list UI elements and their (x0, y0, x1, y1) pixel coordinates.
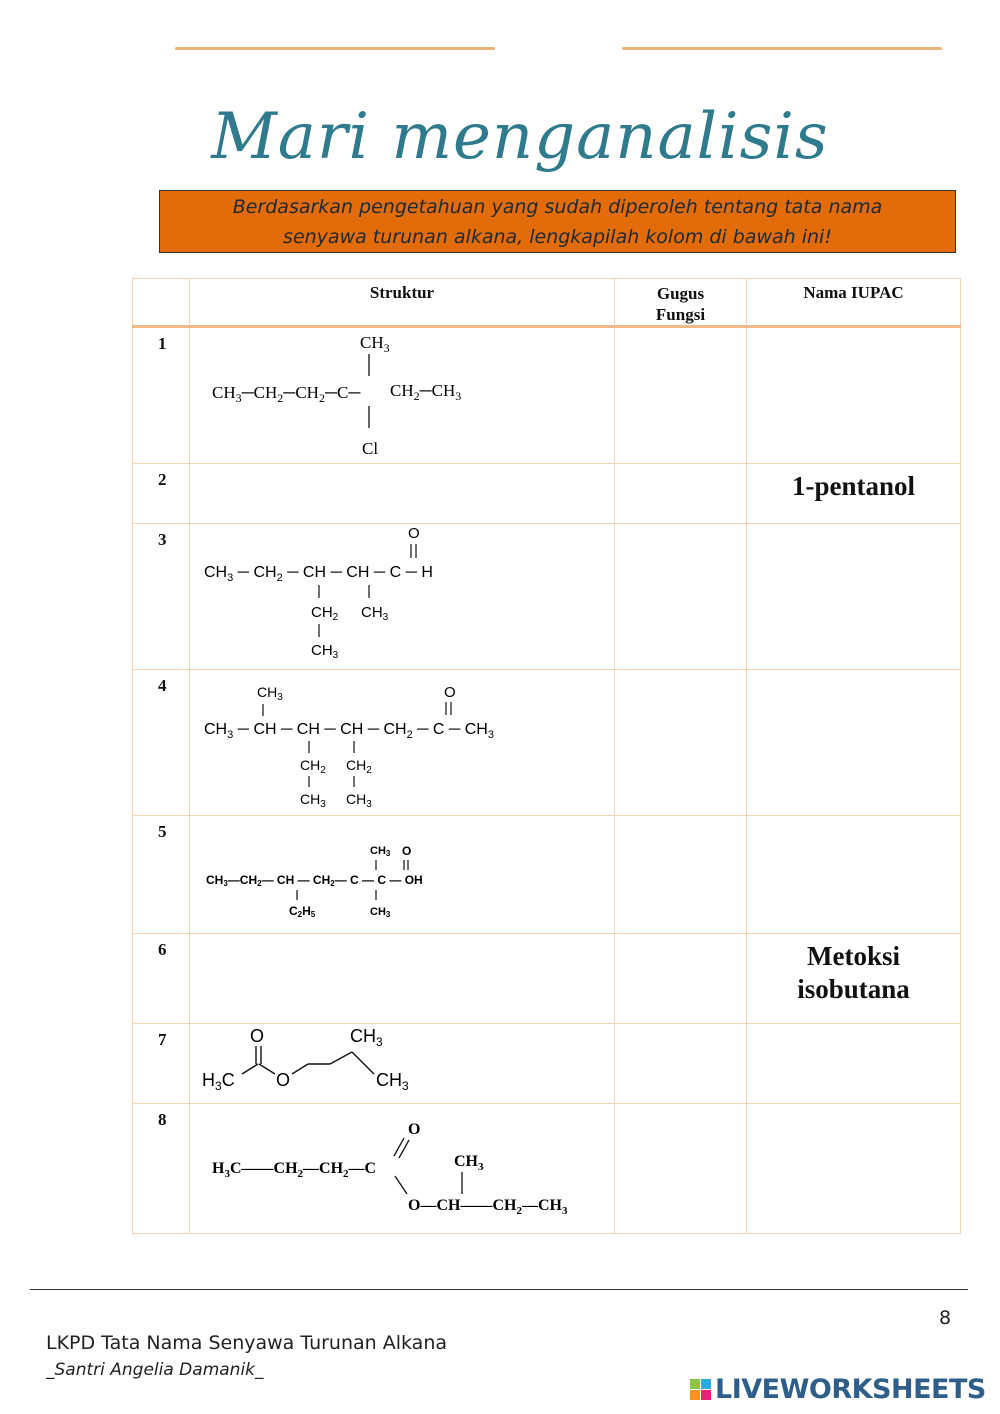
structure-cell[interactable] (190, 464, 615, 524)
decorative-line-right (622, 47, 942, 50)
gugus-fungsi-cell[interactable] (615, 327, 747, 464)
row-number: 8 (133, 1104, 190, 1234)
structure-cell (190, 670, 615, 816)
table-row (133, 524, 961, 670)
row-number: 7 (133, 1024, 190, 1104)
svg-text:CH3 ─ CH2 ─ CH ─ CH ─ C ─ H: $CH_3$ ─ $CH_2$ ─ CH ─ CH ─ C ─ H (204, 564, 433, 584)
svg-text:CH3: $CH_3$ (361, 604, 389, 623)
table-row (133, 1024, 961, 1104)
decorative-line-left (175, 47, 495, 50)
svg-text:CH3: $CH_3$ (376, 1070, 409, 1093)
iupac-cell[interactable] (747, 816, 961, 934)
svg-text:CH3─CH2─CH2─C─: $CH_3─CH_2─CH_2─C─$ (212, 383, 361, 405)
row-number: 6 (133, 934, 190, 1024)
gugus-fungsi-cell[interactable] (615, 1024, 747, 1104)
row-number: 2 (133, 464, 190, 524)
liveworksheets-icon (690, 1379, 711, 1400)
header-struktur: Struktur (190, 279, 615, 327)
footer-divider (30, 1289, 968, 1290)
gugus-fungsi-cell[interactable] (615, 524, 747, 670)
svg-text:CH2─CH3: $CH_2─CH_3$ (390, 381, 462, 403)
instruction-banner (159, 190, 956, 253)
iupac-cell[interactable] (747, 670, 961, 816)
structure-cell (190, 816, 615, 934)
liveworksheets-logo[interactable] (690, 1374, 986, 1405)
table-header-row (133, 279, 961, 327)
row-number: 4 (133, 670, 190, 816)
iupac-cell[interactable] (747, 1024, 961, 1104)
header-number (133, 279, 190, 327)
footer-author: _Santri Angelia Damanik_ (46, 1360, 264, 1380)
svg-text:Cl: Cl (362, 439, 379, 458)
structure-cell (190, 1024, 615, 1104)
svg-text:CH3: $CH_3$ (311, 642, 339, 661)
iupac-cell: 1-pentanol (747, 464, 961, 524)
structure-1 (190, 328, 610, 458)
svg-text:CH3: CH3 (370, 906, 391, 919)
svg-text:O: O (408, 525, 420, 542)
svg-text:H3C——CH2—CH2—C: $H_3C——CH_2—CH_2—C$ (212, 1160, 377, 1180)
svg-text:CH2: $CH_2$ (300, 757, 326, 776)
svg-text:O: O (408, 1121, 421, 1138)
header-nama-iupac: Nama IUPAC (747, 279, 961, 327)
analysis-table (132, 278, 961, 1234)
svg-text:CH2: $CH_2$ (346, 757, 372, 776)
svg-text:CH3: $CH_3$ (346, 791, 372, 810)
structure-4 (190, 670, 610, 810)
instruction-line-2: senyawa turunan alkana, lengkapilah kolom di bawah ini! (283, 225, 832, 248)
iupac-cell[interactable] (747, 327, 961, 464)
structure-cell (190, 327, 615, 464)
iupac-cell[interactable] (747, 524, 961, 670)
page-number: 8 (939, 1307, 952, 1329)
structure-5 (190, 816, 610, 928)
svg-text:CH3: $CH_3$ (257, 684, 283, 703)
table-row (133, 327, 961, 464)
svg-text:O—CH——CH2—CH3: $O—CH——CH_2—CH_3$ (408, 1197, 568, 1217)
iupac-cell[interactable] (747, 1104, 961, 1234)
table-row (133, 670, 961, 816)
row-number: 3 (133, 524, 190, 670)
svg-text:CH3 ─ CH ─ CH ─ CH ─ CH2 ─ C ─: $CH_3$ ─ CH ─ CH ─ CH ─ $CH_2$ ─ C ─ $CH_3$ (204, 721, 494, 741)
svg-text:CH3: $CH_3$ (360, 333, 390, 355)
gugus-fungsi-cell[interactable] (615, 1104, 747, 1234)
structure-3 (190, 524, 610, 664)
iupac-cell: Metoksi isobutana (747, 934, 961, 1024)
gugus-fungsi-cell[interactable] (615, 670, 747, 816)
structure-cell (190, 524, 615, 670)
structure-cell[interactable] (190, 934, 615, 1024)
svg-text:O: O (276, 1070, 291, 1090)
svg-text:CH3: $CH_3$ (300, 791, 326, 810)
gugus-fungsi-cell[interactable] (615, 816, 747, 934)
svg-text:O: O (402, 844, 412, 858)
header-gugus-fungsi: Gugus Fungsi (615, 279, 747, 327)
svg-text:CH2: $CH_2$ (311, 604, 339, 623)
table-row (133, 1104, 961, 1234)
liveworksheets-brand: LIVEWORKSHEETS (715, 1374, 986, 1405)
row-number: 1 (133, 327, 190, 464)
page-title: Mari menganalisis (211, 100, 829, 174)
gugus-fungsi-cell[interactable] (615, 464, 747, 524)
svg-text:CH3—CH2— CH — CH2— C — C — OH: CH3—CH2— CH — CH2— C — C — OH (206, 873, 423, 888)
svg-text:C2H5: C2H5 (289, 904, 316, 919)
row-number: 5 (133, 816, 190, 934)
instruction-line-1: Berdasarkan pengetahuan yang sudah diperoleh tentang tata nama (232, 195, 883, 218)
table-row (133, 816, 961, 934)
table-row (133, 934, 961, 1024)
svg-text:O: O (250, 1026, 265, 1046)
svg-text:CH3: $CH_3$ (454, 1153, 484, 1173)
table-row (133, 464, 961, 524)
svg-text:O: O (444, 684, 456, 701)
structure-8 (190, 1104, 610, 1228)
svg-text:H3C: $H_3C$ (202, 1070, 235, 1093)
structure-cell (190, 1104, 615, 1234)
svg-text:CH3: $CH_3$ (350, 1026, 383, 1049)
gugus-fungsi-cell[interactable] (615, 934, 747, 1024)
footer-doc-title: LKPD Tata Nama Senyawa Turunan Alkana (46, 1332, 448, 1354)
structure-7 (190, 1024, 610, 1098)
svg-text:CH3: CH3 (370, 845, 391, 858)
